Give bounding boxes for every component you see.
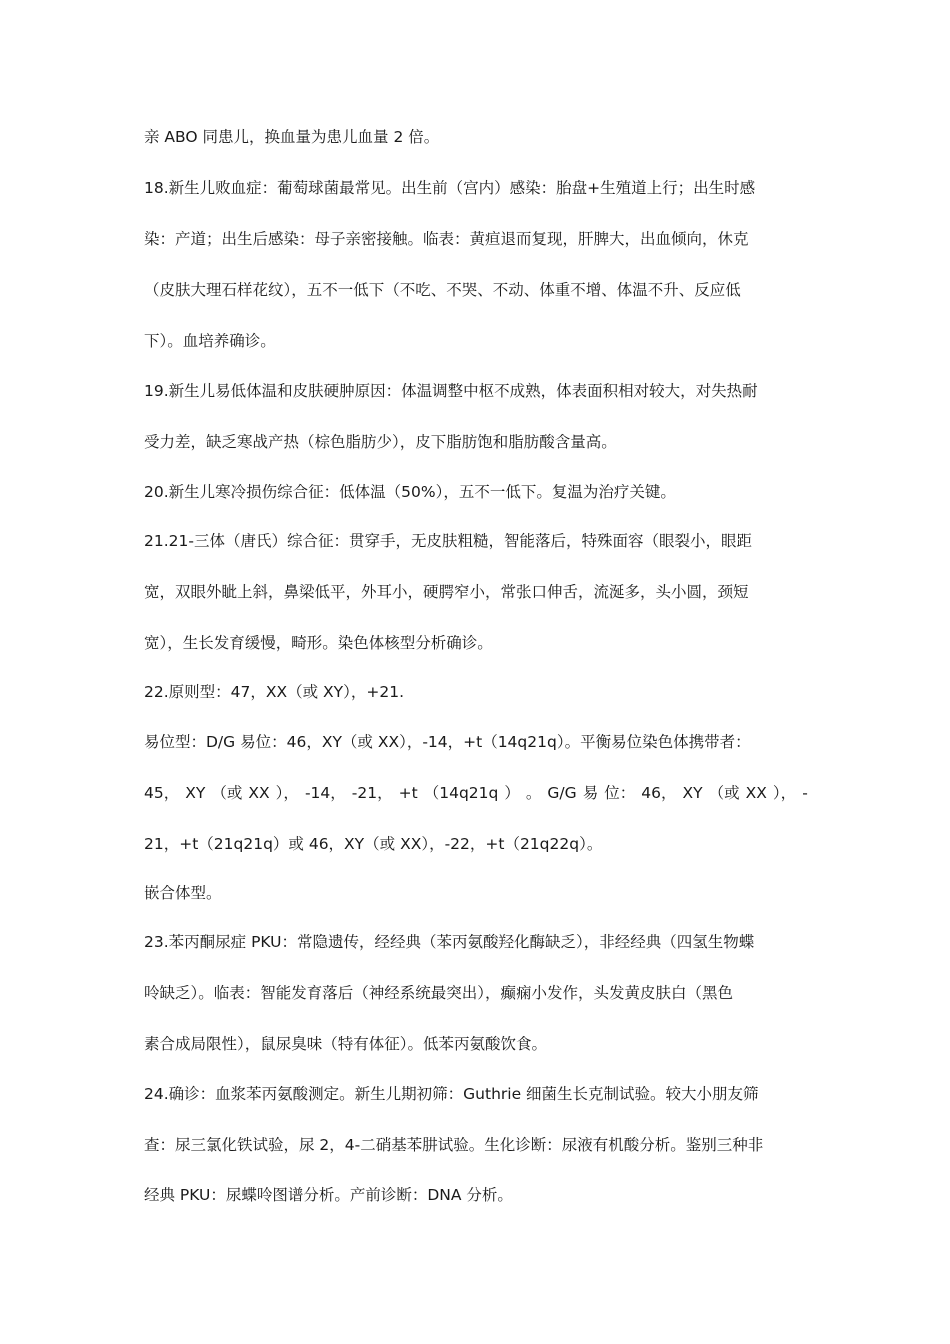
word: +t [398,784,418,802]
word: ）， [772,784,797,802]
text-line: 宽），生长发育缓慢，畸形。染色体核型分析确诊。 [144,634,493,652]
text-line: 24.确诊：血浆苯丙氨酸测定。新生儿期初筛：Guthrie 细菌生长克制试验。较大小朋友筛 [144,1085,759,1103]
text-line: 嵌合体型。 [144,884,222,902]
word: 。 [525,784,542,802]
text-line: 经典 PKU：尿蝶呤图谱分析。产前诊断：DNA 分析。 [144,1186,513,1204]
text-line: 查：尿三氯化铁试验，尿 2，4-二硝基苯肼试验。生化诊断：尿液有机酸分析。鉴别三种非 [144,1136,764,1154]
word: - [802,784,808,802]
text-line: 22.原则型：47，XX（或 XY），+21. [144,683,405,701]
word: （或 [708,784,740,802]
word: ）， [275,784,299,802]
text-line: 下）。血培养确诊。 [144,332,276,350]
word: XY [185,784,206,802]
word: -14， [304,784,346,802]
word: （14q21q [423,784,499,802]
text-line: 素合成局限性），鼠尿臭味（特有体征）。低苯丙氨酸饮食。 [144,1035,548,1053]
text-line: 宽，双眼外眦上斜，鼻梁低平，外耳小，硬腭窄小，常张口伸舌，流涎多，头小圆，颈短 [144,583,749,601]
text-line: 21，+t（21q21q）或 46，XY（或 XX），-22，+t（21q22q）。 [144,835,603,853]
text-line: 呤缺乏）。临表：智能发育落后（神经系统最突出），癫痫小发作，头发黄皮肤白（黑色 [144,984,734,1002]
text-line: 受力差，缺乏寒战产热（棕色脂肪少），皮下脂肪饱和脂肪酸含量高。 [144,433,617,451]
text-line: 18.新生儿败血症：葡萄球菌最常见。出生前（宫内）感染：胎盘+生殖道上行；出生时感 [144,179,756,197]
word: （或 [211,784,243,802]
word: XY [682,784,703,802]
word: 45， [144,784,180,802]
word: -21， [351,784,393,802]
text-line: 易位型：D/G 易位：46，XY（或 XX），-14，+t（14q21q）。平衡易位染色体携带者： [144,733,751,751]
spaced-text-line [144,783,808,803]
text-line: 23.苯丙酮尿症 PKU：常隐遗传，经经典（苯丙氨酸羟化酶缺乏），非经经典（四氢生物蝶 [144,933,755,951]
text-line: 21.21-三体（唐氏）综合征：贯穿手，无皮肤粗糙，智能落后，特殊面容（眼裂小，眼距 [144,532,752,550]
word: XX [745,784,767,802]
word: 46， [641,784,677,802]
word: 位： [604,784,636,802]
word: 易 [582,784,599,802]
word: G/G [547,784,577,802]
text-line: 20.新生儿寒冷损伤综合征：低体温（50%），五不一低下。复温为治疗关键。 [144,483,676,501]
text-line: 染：产道；出生后感染：母子亲密接触。临表：黄疸退而复现，肝脾大，出血倾向，休克 [144,230,749,248]
word: ） [504,784,520,802]
text-line: （皮肤大理石样花纹），五不一低下（不吃、不哭、不动、体重不增、体温不升、反应低 [144,281,741,299]
word: XX [248,784,270,802]
text-line: 亲 ABO 同患儿，换血量为患儿血量 2 倍。 [144,128,440,146]
text-line: 19.新生儿易低体温和皮肤硬肿原因：体温调整中枢不成熟，体表面积相对较大，对失热耐 [144,382,758,400]
